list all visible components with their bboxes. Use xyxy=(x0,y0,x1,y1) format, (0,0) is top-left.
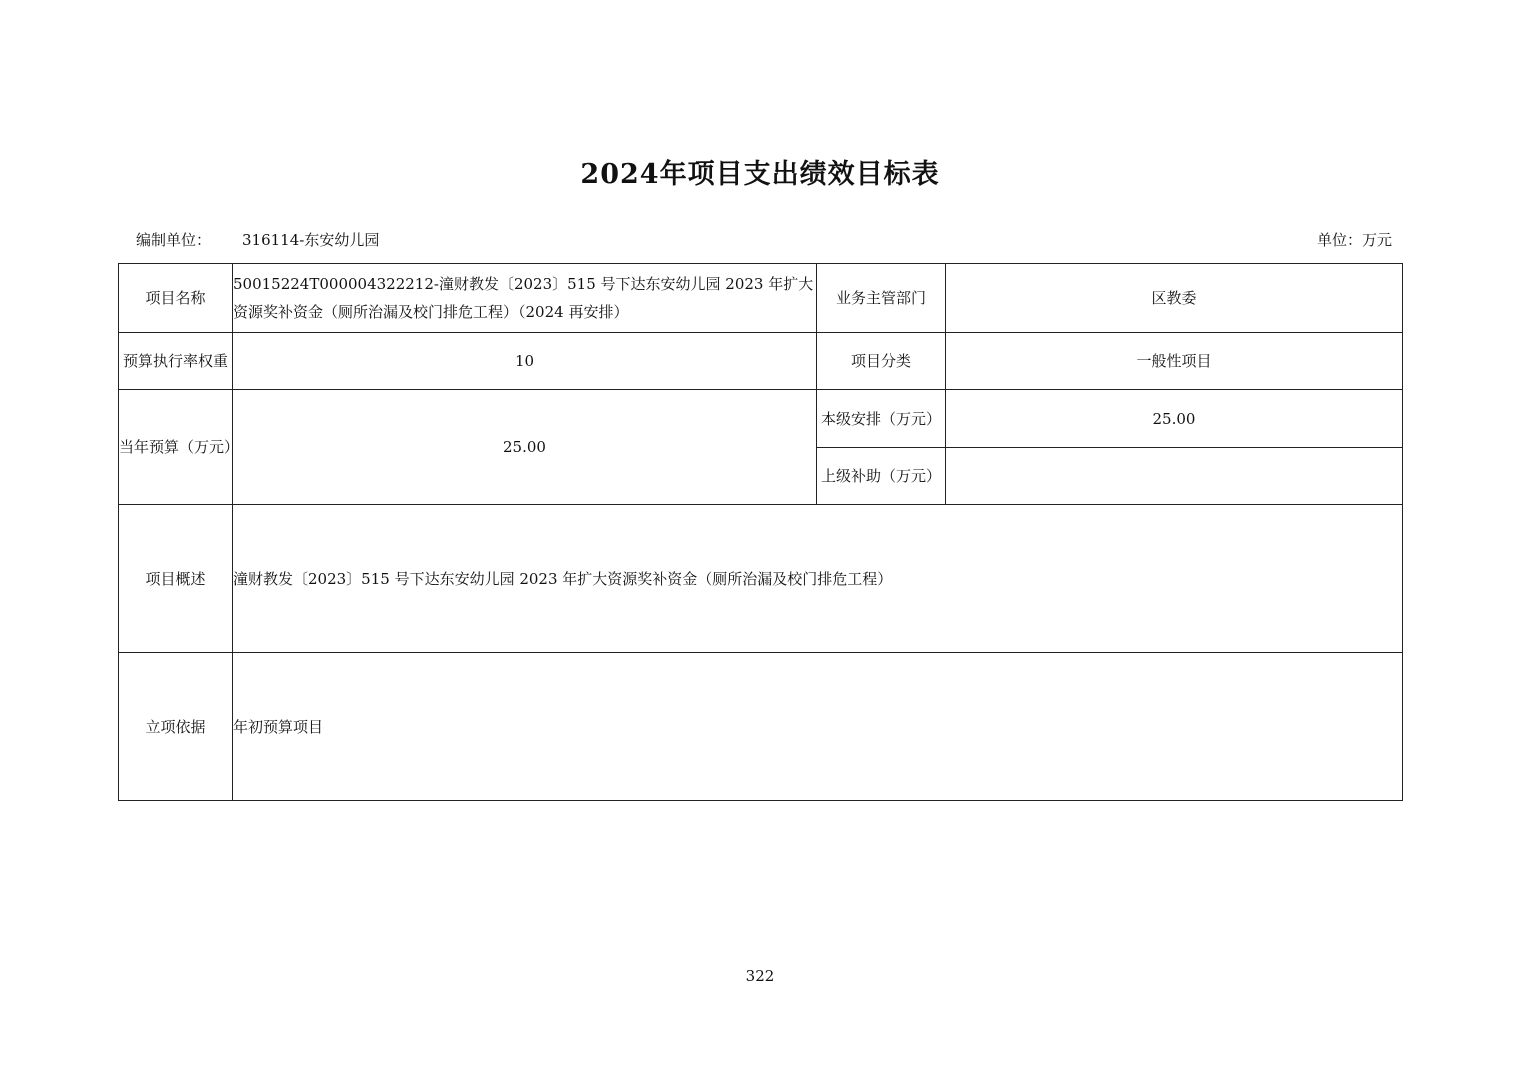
table-row xyxy=(119,505,1403,653)
table-row xyxy=(119,264,1403,333)
basis-label: 立项依据 xyxy=(119,653,233,801)
weight-label: 预算执行率权重 xyxy=(119,333,233,390)
project-name-label: 项目名称 xyxy=(119,264,233,333)
subsidy-value xyxy=(946,448,1403,505)
unit-label: 单位：万元 xyxy=(1316,231,1392,249)
local-value: 25.00 xyxy=(946,390,1403,448)
page-number: 322 xyxy=(745,967,775,985)
budget-value: 25.00 xyxy=(233,390,817,505)
table-row xyxy=(119,653,1403,801)
overview-value: 潼财教发〔2023〕515 号下达东安幼儿园 2023 年扩大资源奖补资金（厕所治漏及校门排危工程） xyxy=(233,505,1403,653)
table-row xyxy=(119,390,1403,448)
performance-table xyxy=(118,263,1403,801)
org-label: 编制单位： xyxy=(136,231,212,249)
project-name-value: 50015224T000004322212-潼财教发〔2023〕515 号下达东安幼儿园 2023 年扩大资源奖补资金（厕所治漏及校门排危工程）（2024 再安排） xyxy=(233,264,817,333)
dept-value: 区教委 xyxy=(946,264,1403,333)
overview-label: 项目概述 xyxy=(119,505,233,653)
dept-label: 业务主管部门 xyxy=(817,264,946,333)
local-label: 本级安排（万元） xyxy=(817,390,946,448)
category-label: 项目分类 xyxy=(817,333,946,390)
budget-label: 当年预算（万元） xyxy=(119,390,233,505)
subsidy-label: 上级补助（万元） xyxy=(817,448,946,505)
org-value: 316114-东安幼儿园 xyxy=(242,231,380,249)
weight-value: 10 xyxy=(233,333,817,390)
basis-value: 年初预算项目 xyxy=(233,653,1403,801)
category-value: 一般性项目 xyxy=(946,333,1403,390)
table-row xyxy=(119,333,1403,390)
page-title: 2024年项目支出绩效目标表 xyxy=(580,159,940,190)
